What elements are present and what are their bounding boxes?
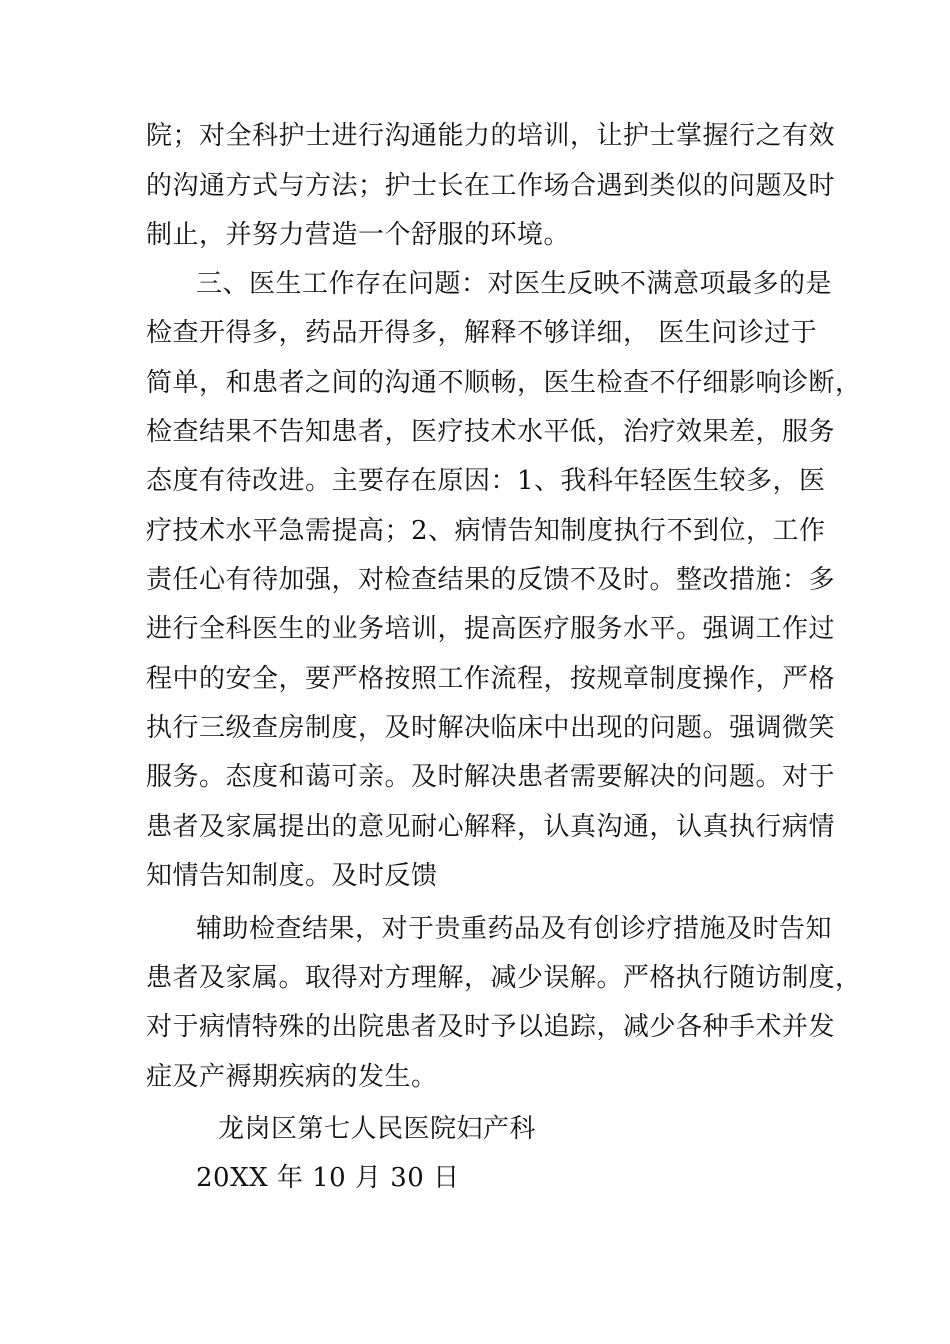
paragraph-line: 检查开得多，药品开得多，解释不够详细， 医生问诊过于 (146, 318, 818, 348)
paragraph-line: 服务。态度和蔼可亲。及时解决患者需要解决的问题。对于 (146, 762, 836, 792)
paragraph-line: 疗技术水平急需提高；2、病情告知制度执行不到位，工作 (146, 516, 826, 546)
paragraph-line: 知情告知制度。及时反馈 (146, 861, 438, 891)
signature-organization: 龙岗区第七人民医院妇产科 (218, 1114, 537, 1144)
paragraph-line: 对于病情特殊的出院患者及时予以追踪，减少各种手术并发 (146, 1012, 836, 1042)
paragraph-line: 患者及家属。取得对方理解，减少误解。严格执行随访制度， (146, 963, 862, 993)
paragraph-line: 症及产褥期疾病的发生。 (146, 1062, 438, 1092)
paragraph-line: 的沟通方式与方法；护士长在工作场合遇到类似的问题及时 (146, 171, 836, 201)
paragraph-line: 执行三级查房制度，及时解决临床中出现的问题。强调微笑 (146, 713, 836, 743)
paragraph-line: 进行全科医生的业务培训，提高医疗服务水平。强调工作过 (146, 614, 836, 644)
paragraph-line: 程中的安全，要严格按照工作流程，按规章制度操作，严格 (146, 664, 836, 694)
paragraph-line: 责任心有待加强，对检查结果的反馈不及时。整改措施：多 (146, 565, 836, 595)
paragraph-line: 辅助检查结果，对于贵重药品及有创诊疗措施及时告知 (196, 914, 833, 944)
paragraph-line: 三、医生工作存在问题：对医生反映不满意项最多的是 (196, 269, 833, 299)
paragraph-line: 态度有待改进。主要存在原因：1、我科年轻医生较多，医 (146, 466, 826, 496)
paragraph-line: 制止，并努力营造一个舒服的环境。 (146, 220, 571, 250)
paragraph-line: 院；对全科护士进行沟通能力的培训，让护士掌握行之有效 (146, 121, 836, 151)
paragraph-line: 检查结果不告知患者，医疗技术水平低，治疗效果差，服务 (146, 417, 836, 447)
signature-date: 20XX 年 10 月 30 日 (196, 1163, 460, 1193)
paragraph-line: 患者及家属提出的意见耐心解释，认真沟通，认真执行病情 (146, 812, 836, 842)
paragraph-line: 简单，和患者之间的沟通不顺畅，医生检查不仔细影响诊断， (146, 368, 862, 398)
